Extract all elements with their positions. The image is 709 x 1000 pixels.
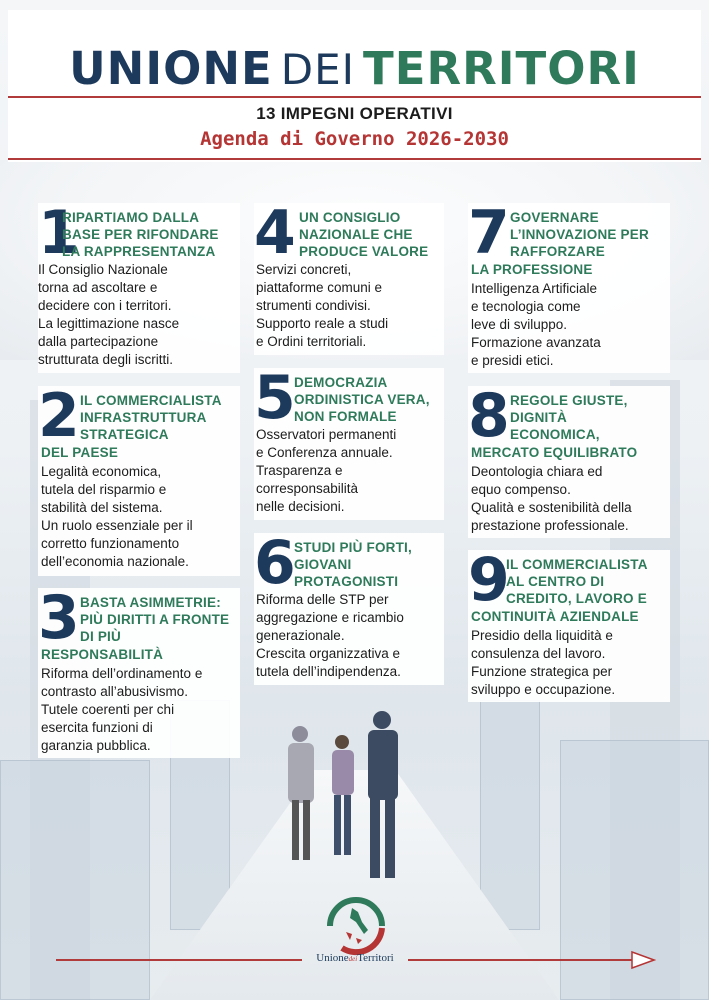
- header-divider-bottom: [8, 158, 701, 160]
- commitment-number: 7: [468, 198, 510, 268]
- subtitle: 13 IMPEGNI OPERATIVI: [256, 104, 453, 123]
- commitment-body: Presidio della liquidità e consulenza del lavoro. Funzione strategica per sviluppo e occupazione.: [471, 628, 616, 697]
- commitment-body: Deontologia chiara ed equo compenso. Qualità e sostenibilità della prestazione professionale.: [471, 464, 632, 533]
- commitment-9: [468, 545, 670, 702]
- commitment-body: Osservatori permanenti e Conferenza annuale. Trasparenza e corresponsabilità nelle decisioni.: [256, 427, 397, 514]
- commitment-number: 1: [38, 198, 80, 268]
- commitment-body: Riforma dell’ordinamento e contrasto all’abusivismo. Tutele coerenti per chi esercita funzioni di garanzia pubblica.: [41, 666, 203, 753]
- footer-logo-text: UnionedeiTerritori: [316, 952, 394, 964]
- commitment-number: 5: [254, 363, 296, 433]
- brand-word-territori: TERRITORI: [363, 42, 640, 95]
- commitment-title: IL COMMERCIALISTA AL CENTRO DI CREDITO, LAVORO E: [506, 557, 648, 606]
- commitment-title-tail: DEL PAESE: [41, 445, 119, 460]
- commitment-title-tail: CONTINUITÀ AZIENDALE: [471, 609, 639, 624]
- commitment-2: [38, 381, 240, 576]
- commitment-number: 6: [254, 528, 296, 598]
- commitment-title: RIPARTIAMO DALLA BASE PER RIFONDARE LA RAPPRESENTANZA: [62, 210, 219, 259]
- commitment-number: 9: [468, 545, 510, 615]
- commitment-8: [468, 381, 670, 538]
- arrow-right-outline-icon: [630, 950, 656, 970]
- brand-title: [8, 42, 701, 95]
- commitment-title: REGOLE GIUSTE, DIGNITÀ ECONOMICA,: [510, 393, 628, 442]
- header-panel: [8, 10, 701, 162]
- commitment-title: GOVERNARE L’INNOVAZIONE PER RAFFORZARE: [510, 210, 649, 259]
- brand-word-unione: UNIONE: [69, 42, 273, 95]
- commitment-title-tail: RESPONSABILITÀ: [41, 647, 164, 662]
- footer-divider-left: [56, 959, 302, 961]
- commitment-body: Servizi concreti, piattaforme comuni e strumenti condivisi. Supporto reale a studi e Ordini territoriali.: [256, 262, 389, 349]
- commitment-1: [38, 198, 240, 373]
- commitment-title: UN CONSIGLIO NAZIONALE CHE PRODUCE VALORE: [299, 210, 429, 259]
- commitment-3: [38, 583, 240, 758]
- commitment-4: [254, 198, 444, 355]
- commitment-number: 3: [38, 583, 80, 653]
- commitment-title: STUDI PIÙ FORTI, GIOVANI PROTAGONISTI: [294, 540, 412, 589]
- commitment-title: IL COMMERCIALISTA INFRASTRUTTURA STRATEGICA: [80, 393, 222, 442]
- commitment-number: 2: [38, 381, 80, 451]
- commitment-title-tail: LA PROFESSIONE: [471, 262, 593, 277]
- commitment-6: [254, 528, 444, 685]
- commitment-7: [468, 198, 670, 373]
- agenda-line: Agenda di Governo 2026-2030: [200, 128, 509, 150]
- header-divider-top: [8, 96, 701, 98]
- commitment-5: [254, 363, 444, 520]
- commitment-body: Riforma delle STP per aggregazione e ricambio generazionale. Crescita organizzativa e tutela dell’indipendenza.: [256, 592, 404, 679]
- commitment-title: BASTA ASIMMETRIE: PIÙ DIRITTI A FRONTE DI PIÙ: [80, 595, 230, 644]
- footer-divider-right: [408, 959, 634, 961]
- commitment-body: Il Consiglio Nazionale torna ad ascoltare e decidere con i territori. La legittimazione nasce dalla partecipazione strutturata degli iscritti.: [38, 262, 180, 367]
- commitment-body: Intelligenza Artificiale e tecnologia come leve di sviluppo. Formazione avanzata e presidi etici.: [471, 281, 601, 368]
- commitment-number: 4: [254, 198, 296, 268]
- commitment-title-tail: MERCATO EQUILIBRATO: [471, 445, 638, 460]
- people-walking-image: [270, 700, 420, 890]
- commitment-title: DEMOCRAZIA ORDINISTICA VERA, NON FORMALE: [294, 375, 430, 424]
- commitment-body: Legalità economica, tutela del risparmio e stabilità del sistema. Un ruolo essenziale per il corretto funzionamento dell’economia nazionale.: [41, 464, 193, 569]
- brand-word-dei: DEI: [280, 45, 356, 94]
- unione-territori-logo: [318, 888, 394, 958]
- commitment-number: 8: [468, 381, 510, 451]
